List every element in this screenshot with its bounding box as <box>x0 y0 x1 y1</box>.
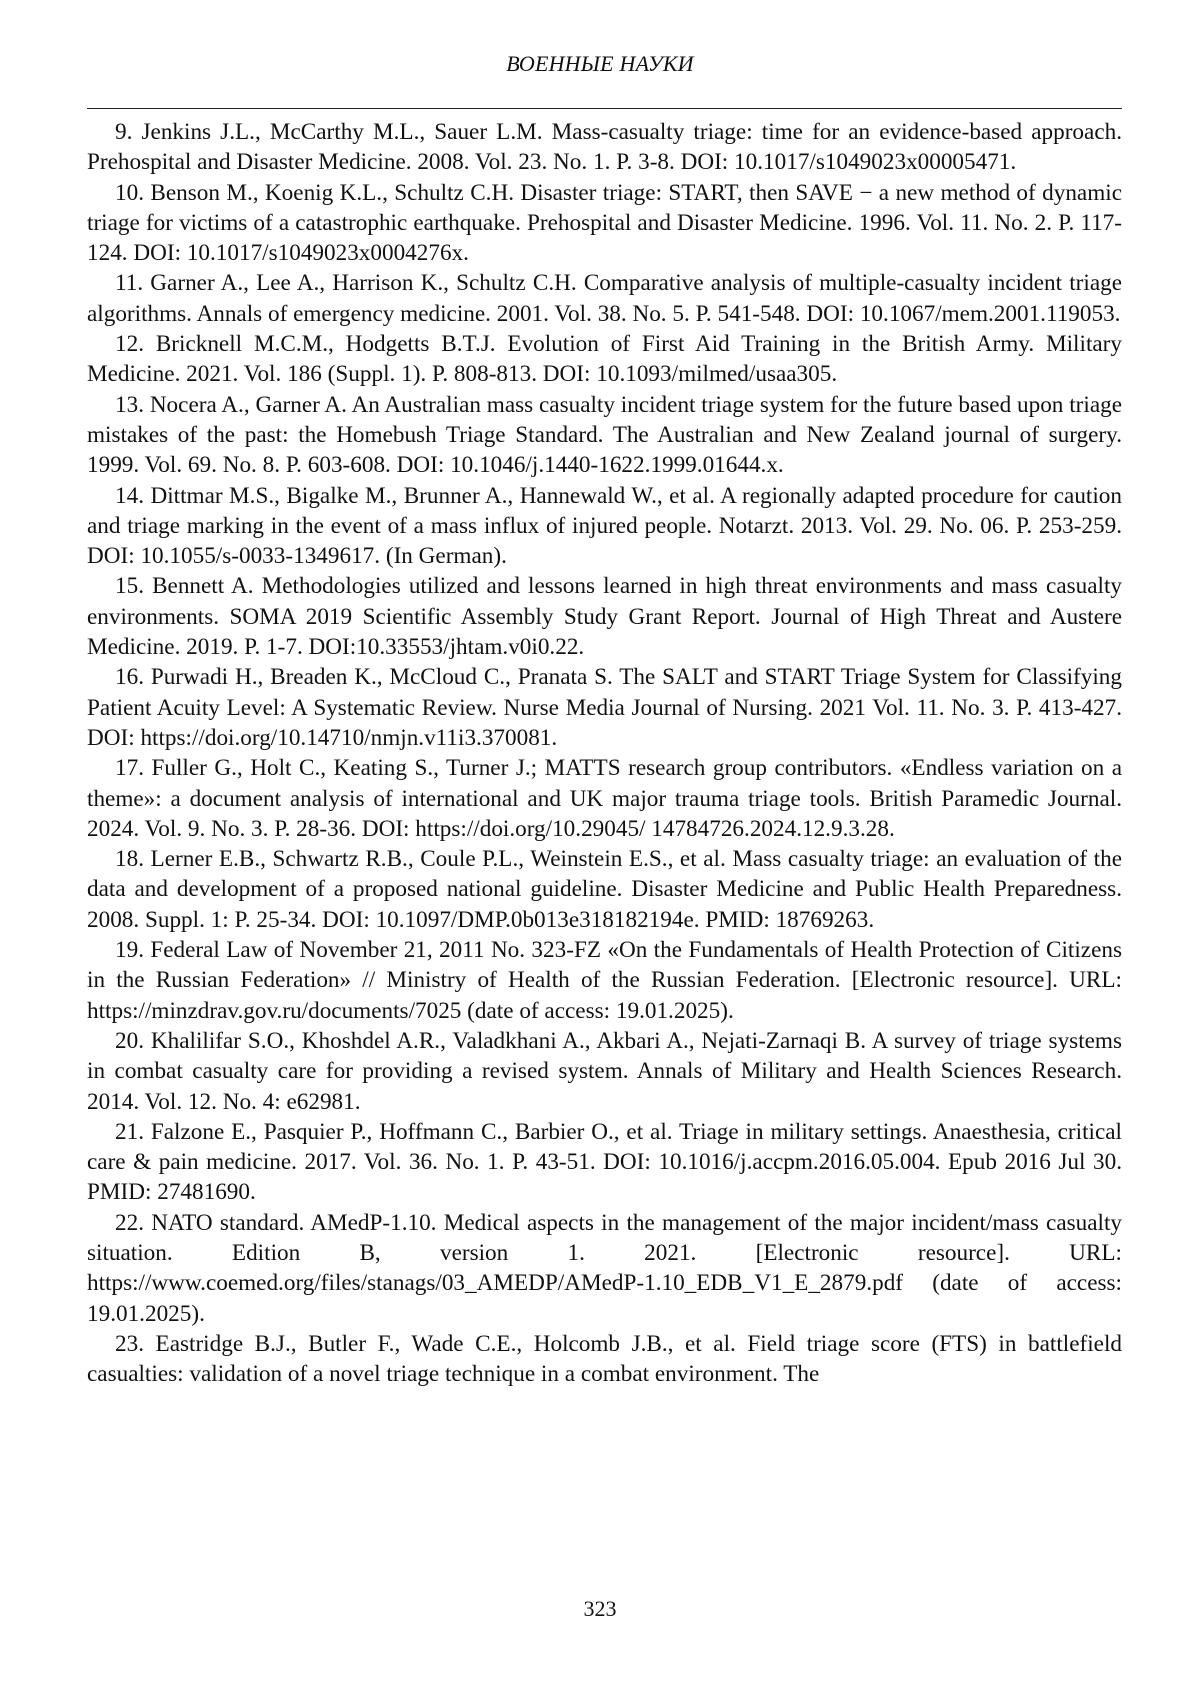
reference-item-21: 21. Falzone E., Pasquier P., Hoffmann C., Barbier O., et al. Triage in military settings. Anaesthesia, critical care & pain medicine. 2017. Vol. 36. No. 1. P. 43-51. DOI: 10.1016/j.accpm.2016.05.004. Epub 2016 Jul 30. PMID: 27481690. <box>87 1118 1122 1206</box>
reference-item-11: 11. Garner A., Lee A., Harrison K., Schultz C.H. Comparative analysis of multiple-casualty incident triage algorithms. Annals of emergency medicine. 2001. Vol. 38. No. 5. P. 541-548. DOI: 10.1067/mem.2001.119053. <box>87 270 1122 327</box>
reference-item-13: 13. Nocera A., Garner A. An Australian mass casualty incident triage system for the future based upon triage mistakes of the past: the Homebush Triage Standard. The Australian and New Zealand journal of surgery. 1999. Vol. 69. No. 8. P. 603-608. DOI: 10.1046/j.1440-1622.1999.01644.x. <box>87 391 1122 479</box>
page-number: 323 <box>583 1596 617 1621</box>
reference-item-10: 10. Benson M., Koenig K.L., Schultz C.H. Disaster triage: START, then SAVE − a new method of dynamic triage for victims of a catastrophic earthquake. Prehospital and Disaster Medicine. 1996. Vol. 11. No. 2. P. 117-124. DOI: 10.1017/s1049023x0004276x. <box>87 179 1122 267</box>
reference-item-22: 22. NATO standard. AMedP-1.10. Medical aspects in the management of the major incident/mass casualty situation. Edition B, version 1. 2021. [Electronic resource]. URL: https://www.coemed.org/files/stanags/03_AMEDP/AMedP-1.10_EDB_V1_E_2879.pdf (date of access: 19.01.2025). <box>87 1209 1122 1327</box>
reference-item-12: 12. Bricknell M.C.M., Hodgetts B.T.J. Evolution of First Aid Training in the British Army. Military Medicine. 2021. Vol. 186 (Suppl. 1). P. 808-813. DOI: 10.1093/milmed/usaa305. <box>87 331 1122 388</box>
reference-item-15: 15. Bennett A. Methodologies utilized and lessons learned in high threat environments and mass casualty environments. SOMA 2019 Scientific Assembly Study Grant Report. Journal of High Threat and Austere Medicine. 2019. P. 1-7. DOI:10.33553/jhtam.v0i0.22. <box>87 573 1122 661</box>
reference-item-18: 18. Lerner E.B., Schwartz R.B., Coule P.L., Weinstein E.S., et al. Mass casualty triage: an evaluation of the data and development of a proposed national guideline. Disaster Medicine and Public Health Preparedness. 2008. Suppl. 1: P. 25-34. DOI: 10.1097/DMP.0b013e318182194e. PMID: 18769263. <box>87 846 1122 933</box>
reference-item-20: 20. Khalilifar S.O., Khoshdel A.R., Valadkhani A., Akbari A., Nejati-Zarnaqi B. A survey of triage systems in combat casualty care for providing a revised system. Annals of Military and Health Sciences Research. 2014. Vol. 12. No. 4: e62981. <box>87 1027 1122 1115</box>
reference-item-9: 9. Jenkins J.L., McCarthy M.L., Sauer L.M. Mass-casualty triage: time for an evidence-based approach. Prehospital and Disaster Medicine. 2008. Vol. 23. No. 1. P. 3-8. DOI: 10.1017/s1049023x00005471. <box>87 119 1122 176</box>
reference-item-16: 16. Purwadi H., Breaden K., McCloud C., Pranata S. The SALT and START Triage System for Classifying Patient Acuity Level: A Systematic Review. Nurse Media Journal of Nursing. 2021 Vol. 11. No. 3. P. 413-427. DOI: https://doi.org/10.14710/nmjn.v11i3.370081. <box>87 664 1122 751</box>
header-divider <box>87 108 1122 109</box>
reference-item-23: 23. Eastridge B.J., Butler F., Wade C.E., Holcomb J.B., et al. Field triage score (FTS) in battlefield casualties: validation of a novel triage technique in a combat environment. The <box>87 1330 1122 1388</box>
reference-list <box>87 117 1122 1389</box>
reference-item-19: 19. Federal Law of November 21, 2011 No. 323-FZ «On the Fundamentals of Health Protection of Citizens in the Russian Federation» // Ministry of Health of the Russian Federation. [Electronic resource]. URL: https://minzdrav.gov.ru/documents/7025 (date of access: 19.01.2025). <box>87 937 1122 1024</box>
reference-item-14: 14. Dittmar M.S., Bigalke M., Brunner A., Hannewald W., et al. A regionally adapted procedure for caution and triage marking in the event of a mass influx of injured people. Notarzt. 2013. Vol. 29. No. 06. P. 253-259. DOI: 10.1055/s-0033-1349617. (In German). <box>87 482 1122 570</box>
running-header: ВОЕННЫЕ НАУКИ <box>506 51 694 76</box>
reference-item-17: 17. Fuller G., Holt C., Keating S., Turner J.; MATTS research group contributors. «Endless variation on a theme»: a document analysis of international and UK major trauma triage tools. British Paramedic Journal. 2024. Vol. 9. No. 3. P. 28-36. DOI: https://doi.org/10.29045/ 14784726.2024.12.9.3.28. <box>87 755 1122 842</box>
